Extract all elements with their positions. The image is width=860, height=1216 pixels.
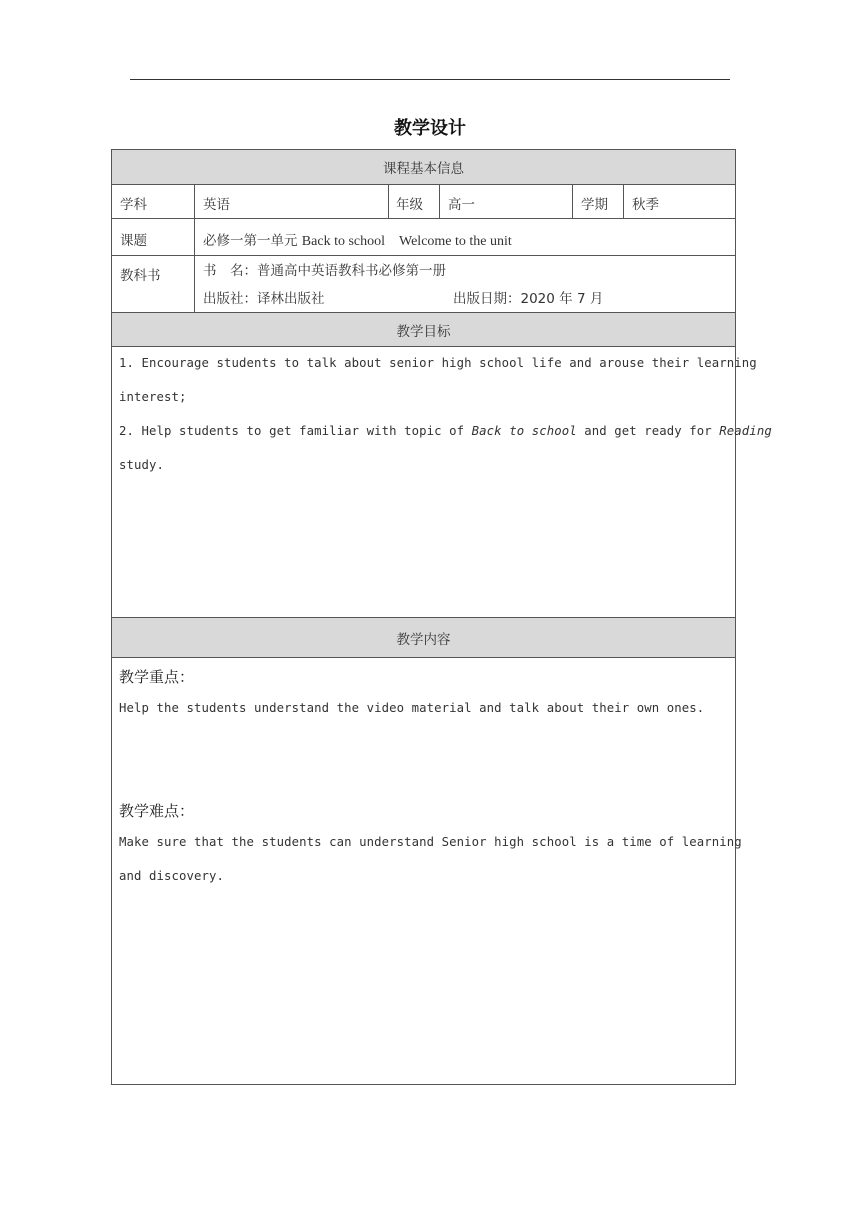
difficulty-line-2: and discovery. xyxy=(119,869,225,883)
textbook-label: 教科书 xyxy=(120,268,161,284)
topic-value-cn: 必修一第一单元 xyxy=(203,233,298,249)
row-divider xyxy=(111,346,736,347)
column-divider xyxy=(194,184,195,312)
row-divider xyxy=(111,255,736,256)
column-divider xyxy=(439,184,440,218)
row-divider xyxy=(111,184,736,185)
pub-date-value: 2020 年 7 月 xyxy=(520,291,604,307)
objective-2-italic-reading: Reading xyxy=(719,424,772,438)
objective-2-line-1 xyxy=(119,424,772,438)
difficulty-line-1: Make sure that the students can understand Senior high school is a time of learning xyxy=(119,835,742,849)
objective-1-line-1: 1. Encourage students to talk about senior high school life and arouse their learning xyxy=(119,356,757,370)
pub-date-label: 出版日期： xyxy=(453,291,521,307)
column-divider xyxy=(623,184,624,218)
publisher-line xyxy=(203,287,325,307)
objective-2-text-mid: and get ready for xyxy=(576,424,720,438)
section-header-objectives: 教学目标 xyxy=(112,313,735,346)
objective-1-line-2: interest; xyxy=(119,390,187,404)
topic-value-en: Back to school Welcome to the unit xyxy=(301,234,512,249)
page-title: 教学设计 xyxy=(394,118,466,139)
term-label: 学期 xyxy=(581,197,608,213)
row-divider xyxy=(111,218,736,219)
subject-value: 英语 xyxy=(203,197,230,213)
key-points-label: 教学重点： xyxy=(119,668,195,686)
column-divider xyxy=(388,184,389,218)
topic-value xyxy=(203,229,512,250)
book-name-line xyxy=(203,259,446,279)
grade-label: 年级 xyxy=(396,197,423,213)
column-divider xyxy=(572,184,573,218)
key-points-text: Help the students understand the video material and talk about their own ones. xyxy=(119,701,705,715)
objective-2-italic-topic: Back to school xyxy=(471,424,577,438)
objective-2-line-2: study. xyxy=(119,458,165,472)
term-value: 秋季 xyxy=(632,197,659,213)
publisher-label: 出版社： xyxy=(203,291,257,307)
book-name-label: 书 名： xyxy=(203,263,257,279)
header-rule xyxy=(130,79,730,80)
book-name-value: 普通高中英语教科书必修第一册 xyxy=(257,263,446,279)
publisher-value: 译林出版社 xyxy=(257,291,325,307)
section-header-basic-info: 课程基本信息 xyxy=(112,150,735,184)
topic-label: 课题 xyxy=(120,233,147,249)
section-header-content: 教学内容 xyxy=(112,618,735,657)
subject-label: 学科 xyxy=(120,197,147,213)
difficulty-label: 教学难点： xyxy=(119,802,195,820)
pub-date-line xyxy=(453,287,603,307)
row-divider xyxy=(111,657,736,658)
objective-2-text: 2. Help students to get familiar with topic of xyxy=(119,424,472,438)
grade-value: 高一 xyxy=(448,197,475,213)
